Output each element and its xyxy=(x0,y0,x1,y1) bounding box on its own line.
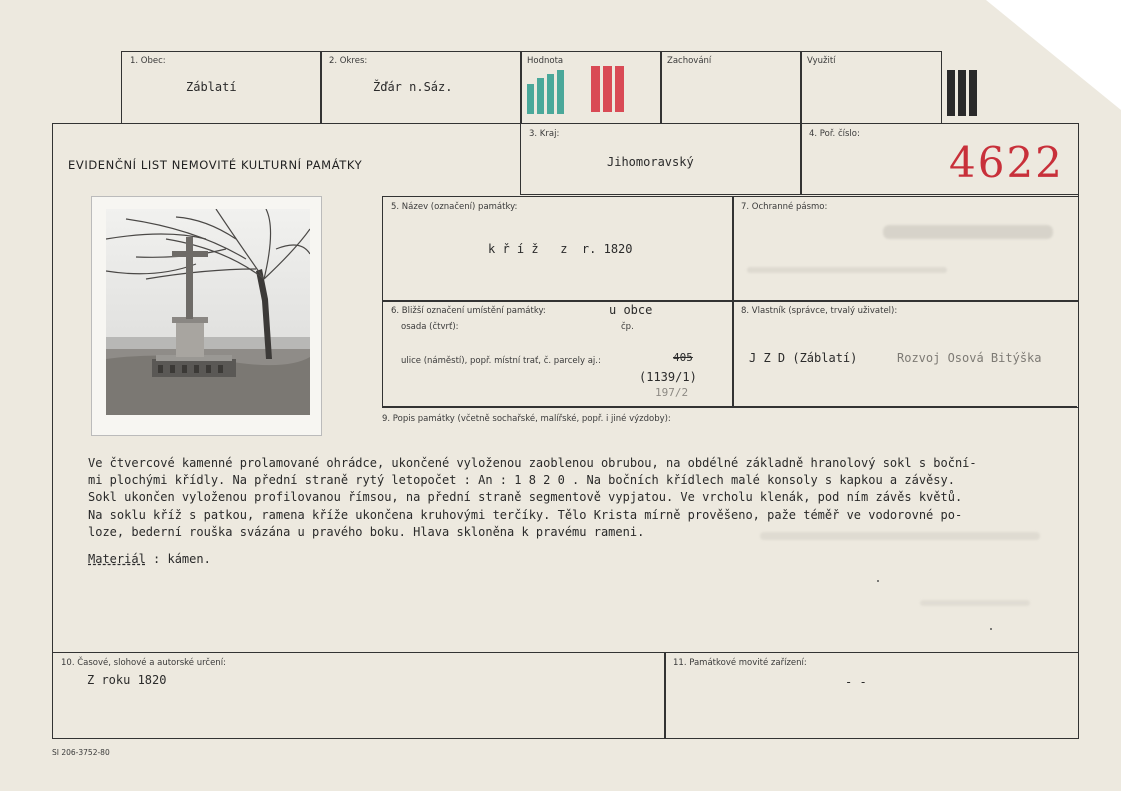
vlastnik-pencil: Rozvoj Osová Bitýška xyxy=(897,351,1042,365)
description-line: Ve čtvercové kamenné prolamované ohrádce, ukončené vyloženou zaoblenou obrubou, na obdélné základně hranolový sokl s boční- xyxy=(88,456,977,470)
bleed-through-smudge xyxy=(760,532,1040,540)
kraj-label: 3. Kraj: xyxy=(529,129,560,139)
umisteni-box xyxy=(382,300,734,408)
vlastnik-value: J Z D (Záblatí) xyxy=(749,351,858,365)
zachovani-box xyxy=(660,51,802,124)
folded-corner xyxy=(986,0,1121,110)
casove-label: 10. Časové, slohové a autorské určení: xyxy=(61,658,226,668)
footer-code: SI 206-3752-80 xyxy=(52,748,110,757)
material-value: : kámen. xyxy=(153,552,211,567)
monument-photo xyxy=(91,196,322,436)
hodnota-red-marks xyxy=(591,66,624,112)
description-line: Sokl ukončen vyloženou profilovanou římsou, na přední straně segmentově vypjatou. Ve vrcholu klenák, pod ním závěs květů. xyxy=(88,490,963,505)
bleed-through-smudge xyxy=(920,600,1030,606)
vyuziti-box xyxy=(800,51,942,124)
cross-photo xyxy=(106,209,310,415)
vlastnik-box xyxy=(732,300,1079,408)
casove-value: Z roku 1820 xyxy=(87,673,167,687)
por-cislo-box xyxy=(800,123,1079,195)
description-line: Na soklu kříž s patkou, ramena kříže ukončena kruhovými terčíky. Tělo Krista mírně prověšeno, paže téměř ve vodorovné po- xyxy=(88,507,963,522)
dot xyxy=(877,580,879,582)
umisteni-value: u obce xyxy=(609,303,653,317)
hodnota-box xyxy=(520,51,662,124)
description-line: loze, bederní rouška svázána u pravého boku. Hlava skloněna k pravému rameni. xyxy=(88,524,645,539)
okres-box xyxy=(320,51,522,124)
sheet-title: EVIDENČNÍ LIST NEMOVITÉ KULTURNÍ PAMÁTKY xyxy=(68,158,363,172)
nazev-box xyxy=(382,196,734,302)
pasmo-box xyxy=(732,196,1079,302)
popis-label: 9. Popis památky (včetně sochařské, malířské, popř. i jiné výzdoby): xyxy=(382,414,671,424)
pasmo-label: 7. Ochranné pásmo: xyxy=(741,202,828,212)
hodnota-teal-marks xyxy=(527,70,564,114)
nazev-label: 5. Název (označení) památky: xyxy=(391,202,518,212)
por-cislo-label: 4. Poř. číslo: xyxy=(809,129,860,139)
hodnota-label: Hodnota xyxy=(527,56,564,66)
zachovani-label: Zachování xyxy=(667,56,712,66)
vlastnik-label: 8. Vlastník (správce, trvalý uživatel): xyxy=(741,306,898,316)
parcel-struck: 405 xyxy=(673,351,693,364)
por-cislo-value: 4622 xyxy=(949,138,1064,187)
mobiliar-label: 11. Památkové movité zařízení: xyxy=(673,658,807,668)
bleed-through-smudge xyxy=(747,267,947,273)
casove-box xyxy=(52,652,666,739)
obec-box xyxy=(121,51,322,124)
cp-label: čp. xyxy=(621,322,634,332)
bleed-through-smudge xyxy=(883,225,1053,239)
parcel-pencil: 197/2 xyxy=(655,386,689,399)
mobiliar-box xyxy=(664,652,1079,739)
mobiliar-value: - - xyxy=(845,675,867,689)
description-line: mi plochými křídly. Na přední straně rytý letopočet : An : 1 8 2 0 . Na bočních křídlech malé konsoly s kapkou a závěsy. xyxy=(88,473,955,488)
nazev-value: k ř í ž z r. 1820 xyxy=(488,242,633,256)
osada-label: osada (čtvrť): xyxy=(401,322,459,332)
obec-label: 1. Obec: xyxy=(130,56,166,66)
description-text xyxy=(88,455,1068,568)
kraj-value: Jihomoravský xyxy=(607,155,694,169)
dot xyxy=(990,628,992,630)
material-label: Materiál xyxy=(88,552,146,567)
ulice-label: ulice (náměstí), popř. místní trať, č. parcely aj.: xyxy=(401,356,601,366)
okres-value: Žďár n.Sáz. xyxy=(373,80,453,94)
vyuziti-label: Využití xyxy=(807,56,836,66)
okres-label: 2. Okres: xyxy=(329,56,368,66)
kraj-box xyxy=(520,123,802,195)
obec-value: Záblatí xyxy=(186,80,237,94)
parcel-new: (1139/1) xyxy=(639,370,697,384)
material-line xyxy=(88,551,1068,568)
umisteni-label: 6. Bližší označení umístění památky: xyxy=(391,306,546,316)
popis-box xyxy=(382,406,1077,407)
vyuziti-black-marks xyxy=(947,70,977,116)
